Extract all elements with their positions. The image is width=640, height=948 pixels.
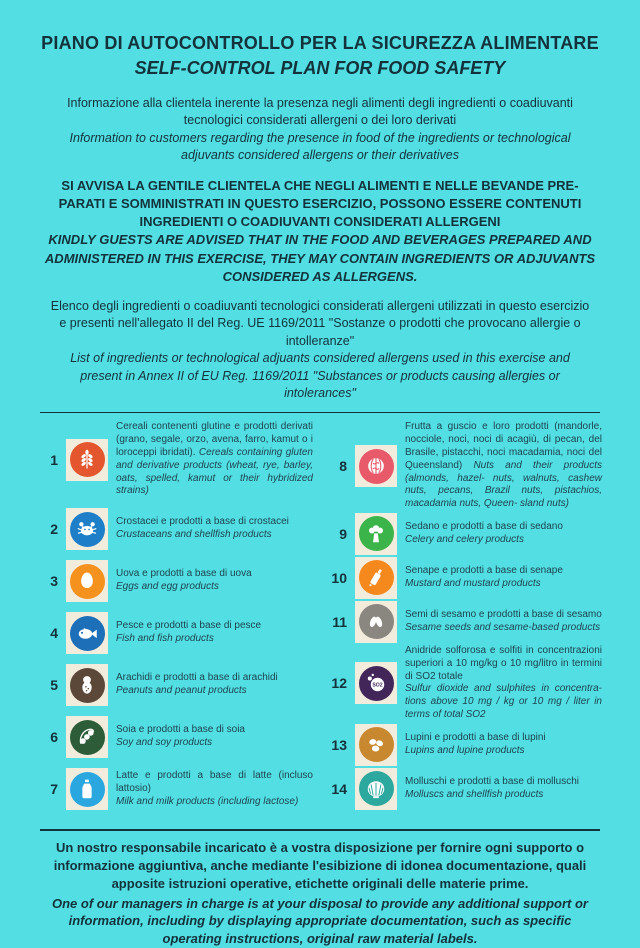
allergen-text-en: Sesame seeds and sesame-based products xyxy=(405,622,602,635)
allergen-text-en: Milk and milk products (including lactose) xyxy=(116,796,313,809)
allergen-description xyxy=(405,609,602,635)
allergen-item xyxy=(327,513,602,555)
allergen-description xyxy=(116,724,245,750)
allergen-item xyxy=(38,612,313,654)
allergen-icon-badge xyxy=(355,601,397,643)
allergen-number: 4 xyxy=(38,625,60,641)
so2-icon xyxy=(363,670,389,696)
allergen-description xyxy=(116,672,278,698)
lupin-icon xyxy=(363,732,389,758)
allergen-item xyxy=(38,508,313,550)
allergen-text-en: Molluscs and shellfish products xyxy=(405,789,579,802)
allergen-icon-badge xyxy=(355,557,397,599)
mustard-icon xyxy=(363,565,389,591)
allergen-description xyxy=(116,568,252,594)
svg-text:SO2: SO2 xyxy=(372,683,382,689)
page-title-en: SELF-CONTROL PLAN FOR FOOD SAFETY xyxy=(38,57,602,80)
allergen-column-right xyxy=(327,421,602,820)
allergen-description xyxy=(405,776,579,802)
allergen-icon-badge xyxy=(355,724,397,766)
allergen-text-en: Fish and fish products xyxy=(116,633,261,646)
allergen-item xyxy=(38,421,313,498)
sesame-icon xyxy=(363,609,389,635)
shell-icon xyxy=(363,776,389,802)
footer-text-it: Un nostro responsabile incaricato è a vostra disposizione per fornire ogni supporto o informazione aggiuntiva, anche mediante l'esibizione di idonea documentazione, quali apposite istruzioni operative, etichette originali delle materie prime. xyxy=(38,839,602,893)
allergen-text-it: Crostacei e prodotti a base di crostacei xyxy=(116,516,289,527)
allergen-number: 6 xyxy=(38,729,60,745)
intro-text-it: Informazione alla clientela inerente la presenza negli alimenti degli ingredienti o coadiuvanti tecnologici considerati allergeni o dei loro derivati xyxy=(50,95,590,130)
allergen-text-en: Eggs and egg products xyxy=(116,581,252,594)
allergen-number: 9 xyxy=(327,526,349,542)
allergen-column-left xyxy=(38,421,313,820)
wheat-icon xyxy=(74,447,100,473)
allergen-item xyxy=(327,557,602,599)
allergen-text-it: Soia e prodotti a base di soia xyxy=(116,724,245,735)
allergen-number: 2 xyxy=(38,521,60,537)
allergen-number: 10 xyxy=(327,570,349,586)
allergen-icon-badge xyxy=(355,662,397,704)
milk-icon xyxy=(74,776,100,802)
allergen-description xyxy=(116,770,313,808)
allergen-item xyxy=(327,768,602,810)
allergen-text-it: Senape e prodotti a base di senape xyxy=(405,565,563,576)
allergen-text-en: Cereals containing gluten and derivative products (wheat, rye, barley, oats, spelled, kamut or their hybridized strains) xyxy=(116,447,313,496)
allergen-text-en: Mustard and mustard products xyxy=(405,578,563,591)
allergen-number: 8 xyxy=(327,458,349,474)
allergen-number: 5 xyxy=(38,677,60,693)
allergen-description xyxy=(405,565,563,591)
page-title-it: PIANO DI AUTOCONTROLLO PER LA SICUREZZA ALIMENTARE xyxy=(38,32,602,55)
allergen-text-it: Lupini e prodotti a base di lupini xyxy=(405,732,546,743)
allergen-text-it: Semi di sesamo e prodotti a base di sesamo xyxy=(405,609,602,620)
allergen-icon-badge xyxy=(355,768,397,810)
allergen-item xyxy=(38,768,313,810)
allergen-item xyxy=(38,716,313,758)
allergen-item xyxy=(38,664,313,706)
crab-icon xyxy=(74,516,100,542)
allergen-text-it: Arachidi e prodotti a base di arachidi xyxy=(116,672,278,683)
allergen-item xyxy=(327,601,602,643)
footer-text-en: One of our managers in charge is at your disposal to provide any additional support or information, including by displaying appropriate documentation, such as specific operating instructions, original raw material labels. xyxy=(38,895,602,948)
allergen-description xyxy=(116,516,289,542)
allergen-text-it: Cereali contenenti glutine e prodotti derivati (grano, segale, orzo, avena, farro, kamut o i loroceppi ibridati). xyxy=(116,421,313,458)
allergen-description xyxy=(405,421,602,511)
intro-text-en: Information to customers regarding the presence in food of the ingredients or technological adjuvants considered allergens or their derivatives xyxy=(50,130,590,165)
bottom-divider xyxy=(40,829,600,831)
allergen-text-it: Latte e prodotti a base di latte (incluso lattosio) xyxy=(116,770,313,794)
allergen-number: 12 xyxy=(327,675,349,691)
allergen-item xyxy=(38,560,313,602)
allergen-number: 3 xyxy=(38,573,60,589)
allergen-text-it: Frutta a guscio e loro prodotti (mandorle, nocciole, noci, noci di acagiù, di pecan, del Brasile, pistacchi, noci macadamia, noci del Queensland) xyxy=(405,421,602,470)
allergen-text-en: Soy and soy products xyxy=(116,737,245,750)
allergen-icon-badge xyxy=(66,560,108,602)
allergen-text-en: Crustaceans and shellfish products xyxy=(116,529,289,542)
celery-icon xyxy=(363,521,389,547)
notice-text-it: SI AVVISA LA GENTILE CLIENTELA CHE NEGLI ALIMENTI E NELLE BEVANDE PRE-PARATI E SOMMINISTRATI IN QUESTO ESERCIZIO, POSSONO ESSERE CONTENUTI INGREDIENTI O COADIUVANTI CONSIDERATI ALLERGENI xyxy=(40,177,600,232)
allergen-description xyxy=(405,521,563,547)
allergen-description xyxy=(405,732,546,758)
egg-icon xyxy=(74,568,100,594)
notice-text-en: KINDLY GUESTS ARE ADVISED THAT IN THE FOOD AND BEVERAGES PREPARED AND ADMINISTERED IN THIS EXERCISE, THEY MAY CONTAIN INGREDIENTS OR ADJUVANTS CONSIDERED AS ALLERGENS. xyxy=(40,231,600,286)
allergen-text-it: Uova e prodotti a base di uova xyxy=(116,568,252,579)
allergen-text-en: Celery and celery products xyxy=(405,534,563,547)
allergen-icon-badge xyxy=(66,716,108,758)
allergen-number: 1 xyxy=(38,452,60,468)
allergen-icon-badge xyxy=(355,445,397,487)
allergen-list xyxy=(38,421,602,820)
allergen-text-en: Sulfur dioxide and sulphites in concentra-tions above 10 mg / kg or 10 mg / liter in terms of total SO2 xyxy=(405,683,602,721)
allergen-item xyxy=(327,724,602,766)
top-divider xyxy=(40,412,600,414)
allergen-text-it: Anidride solforosa e solfiti in concentrazioni superiori a 10 mg/kg o 10 mg/litro in termini di SO2 totale xyxy=(405,645,602,682)
allergen-icon-badge xyxy=(66,768,108,810)
allergen-icon-badge xyxy=(66,508,108,550)
allergen-number: 7 xyxy=(38,781,60,797)
allergen-description xyxy=(116,620,261,646)
peanut-icon xyxy=(74,672,100,698)
nuts-icon xyxy=(363,453,389,479)
allergen-icon-badge xyxy=(66,612,108,654)
soy-icon xyxy=(74,724,100,750)
allergen-text-en: Nuts and their products (almonds, hazel- nuts, walnuts, cashew nuts, pecans, Brazil nuts, pistachios, macadamia nuts, Queen- sland nuts) xyxy=(405,460,602,509)
allergen-text-it: Pesce e prodotti a base di pesce xyxy=(116,620,261,631)
allergen-icon-badge xyxy=(66,439,108,481)
allergen-icon-badge xyxy=(355,513,397,555)
allergen-description xyxy=(405,645,602,722)
allergen-number: 14 xyxy=(327,781,349,797)
allergen-item xyxy=(327,421,602,511)
fish-icon xyxy=(74,620,100,646)
list-intro-en: List of ingredients or technological adjuants considered allergens used in this exercise and present in Annex II of EU Reg. 1169/2011 "Substances or products causing allergies or intolerances" xyxy=(50,350,590,403)
list-intro-it: Elenco degli ingredienti o coadiuvanti tecnologici considerati allergeni utilizzati in questo esercizio e presenti nell'allegato II del Reg. UE 1169/2011 "Sostanze o prodotti che provocano allergie o intolleranze" xyxy=(50,298,590,351)
allergen-text-en: Lupins and lupine products xyxy=(405,745,546,758)
allergen-text-it: Molluschi e prodotti a base di molluschi xyxy=(405,776,579,787)
allergen-number: 13 xyxy=(327,737,349,753)
allergen-icon-badge xyxy=(66,664,108,706)
allergen-text-it: Sedano e prodotti a base di sedano xyxy=(405,521,563,532)
allergen-item xyxy=(327,645,602,722)
allergen-description xyxy=(116,421,313,498)
allergen-text-en: Peanuts and peanut products xyxy=(116,685,278,698)
allergen-number: 11 xyxy=(327,614,349,630)
